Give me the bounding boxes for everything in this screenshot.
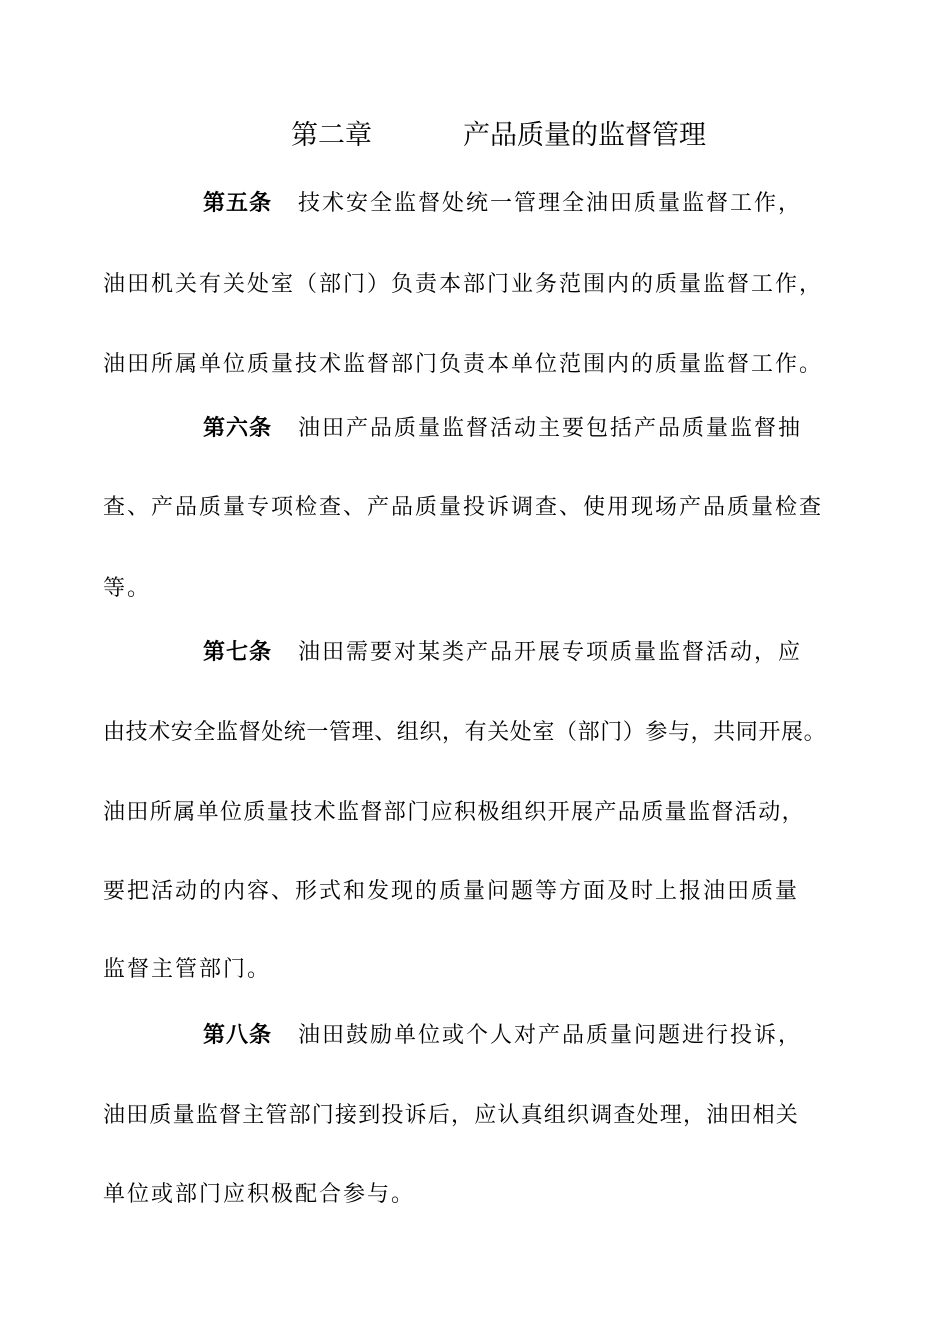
article-6-first-line [203,414,950,444]
article-8-text-line-3: 单位或部门应积极配合参与。 [103,1182,416,1207]
article-8-text-line-1: 油田鼓励单位或个人对产品质量问题进行投诉， [298,1023,803,1048]
chapter-number: 第二章 [291,120,372,151]
article-7-text-line-4: 要把活动的内容、形式和发现的质量问题等方面及时上报油田质量 [103,879,800,904]
article-5-first-line [203,189,950,219]
article-7-text-line-5: 监督主管部门。 [103,957,272,982]
article-5-text-line-3: 油田所属单位质量技术监督部门负责本单位范围内的质量监督工作。 [103,352,824,377]
article-7-text-line-1: 油田需要对某类产品开展专项质量监督活动，应 [298,640,803,665]
article-8-text-line-2: 油田质量监督主管部门接到投诉后，应认真组织调查处理，油田相关 [103,1103,800,1128]
article-6-text-line-2: 查、产品质量专项检查、产品质量投诉调查、使用现场产品质量检查 [103,495,824,520]
chapter-title: 产品质量的监督管理 [463,120,706,151]
article-7-first-line [203,638,950,668]
article-6-text-line-1: 油田产品质量监督活动主要包括产品质量监督抽 [298,416,803,441]
article-5-label: 第五条 [203,191,273,216]
article-7-label: 第七条 [203,640,273,665]
article-5-text-line-1: 技术安全监督处统一管理全油田质量监督工作， [298,191,803,216]
article-8-first-line [203,1021,950,1051]
article-7-text-line-2: 由技术安全监督处统一管理、组织，有关处室（部门）参与，共同开展。 [103,720,827,745]
article-8-label: 第八条 [203,1023,273,1048]
article-7-text-line-3: 油田所属单位质量技术监督部门应积极组织开展产品质量监督活动， [103,800,806,825]
article-6-label: 第六条 [203,416,273,441]
article-6-text-line-3: 等。 [103,576,152,601]
article-5-text-line-2: 油田机关有关处室（部门）负责本部门业务范围内的质量监督工作， [103,272,824,297]
